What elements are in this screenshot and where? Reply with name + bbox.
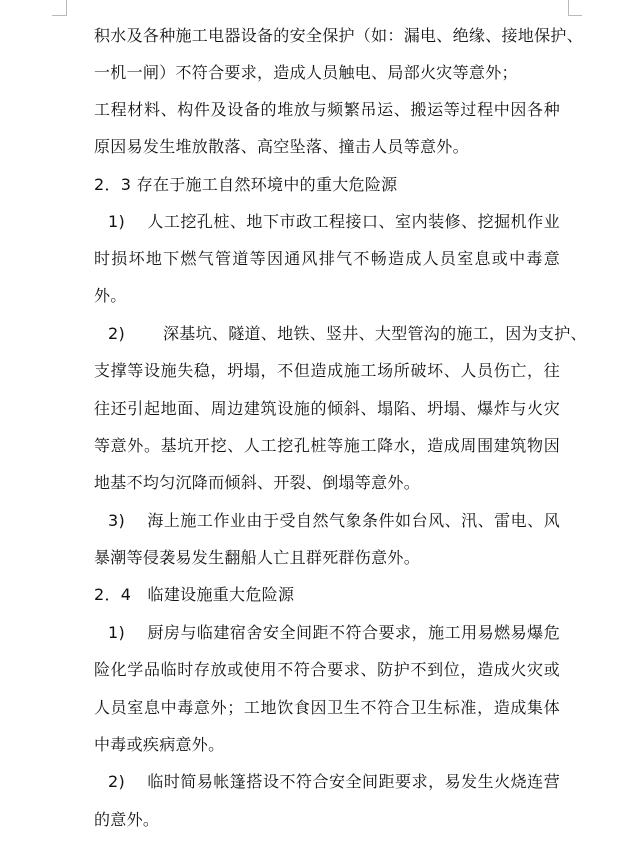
- text-line: 一机一闸）不符合要求，造成人员触电、局部火灾等意外；: [94, 63, 518, 82]
- text-line: 人员室息中毒意外；工地饮食因卫生不符合卫生标准，造成集体: [94, 698, 560, 717]
- text-line: 地基不均匀沉降而倾斜、开裂、倒塌等意外。: [94, 473, 421, 492]
- page-corner-mark-right-horizontal: [568, 15, 582, 16]
- text-line: 2) 深基坑、隧道、地铁、竖井、大型管沟的施工，因为支护、: [108, 324, 587, 343]
- text-line: 1) 人工挖孔桩、地下市政工程接口、室内装修、挖掘机作业: [108, 212, 560, 231]
- section-heading: 2．4 临建设施重大危险源: [94, 585, 295, 604]
- text-line: 3) 海上施工作业由于受自然气象条件如台风、汛、雷电、风: [108, 511, 560, 530]
- text-line: 支撑等设施失稳，坍塌，不但造成施工场所破坏、人员伤亡，往: [94, 361, 560, 380]
- text-line: 往还引起地面、周边建筑设施的倾斜、塌陷、坍塌、爆炸与火灾: [94, 399, 560, 418]
- page-corner-mark-right: [568, 0, 569, 16]
- text-line: 时损坏地下燃气管道等因通风排气不畅造成人员室息或中毒意: [94, 249, 560, 268]
- text-line: 2) 临时简易帐篷搭设不符合安全间距要求，易发生火烧连营: [108, 772, 560, 791]
- text-line: 暴潮等侵袭易发生翻船人亡且群死群伤意外。: [94, 548, 421, 567]
- text-line: 工程材料、构件及设备的堆放与频繁吊运、搬运等过程中因各种: [94, 100, 560, 119]
- text-line: 等意外。基坑开挖、人工挖孔桩等施工降水，造成周围建筑物因: [94, 436, 560, 455]
- text-line: 中毒或疾病意外。: [94, 735, 225, 754]
- text-line: 1) 厨房与临建宿舍安全间距不符合要求，施工用易燃易爆危: [108, 623, 560, 642]
- text-line: 的意外。: [94, 810, 160, 829]
- page-corner-mark-left: [66, 0, 67, 16]
- page-corner-mark-left-horizontal: [52, 15, 66, 16]
- section-heading: 2．3 存在于施工自然环境中的重大危险源: [94, 175, 398, 194]
- text-line: 险化学品临时存放或使用不符合要求、防护不到位，造成火灾或: [94, 660, 560, 679]
- text-line: 原因易发生堆放散落、高空坠落、撞击人员等意外。: [94, 137, 469, 156]
- text-line: 积水及各种施工电器设备的安全保护（如：漏电、绝缘、接地保护、: [94, 26, 584, 45]
- text-line: 外。: [94, 286, 127, 305]
